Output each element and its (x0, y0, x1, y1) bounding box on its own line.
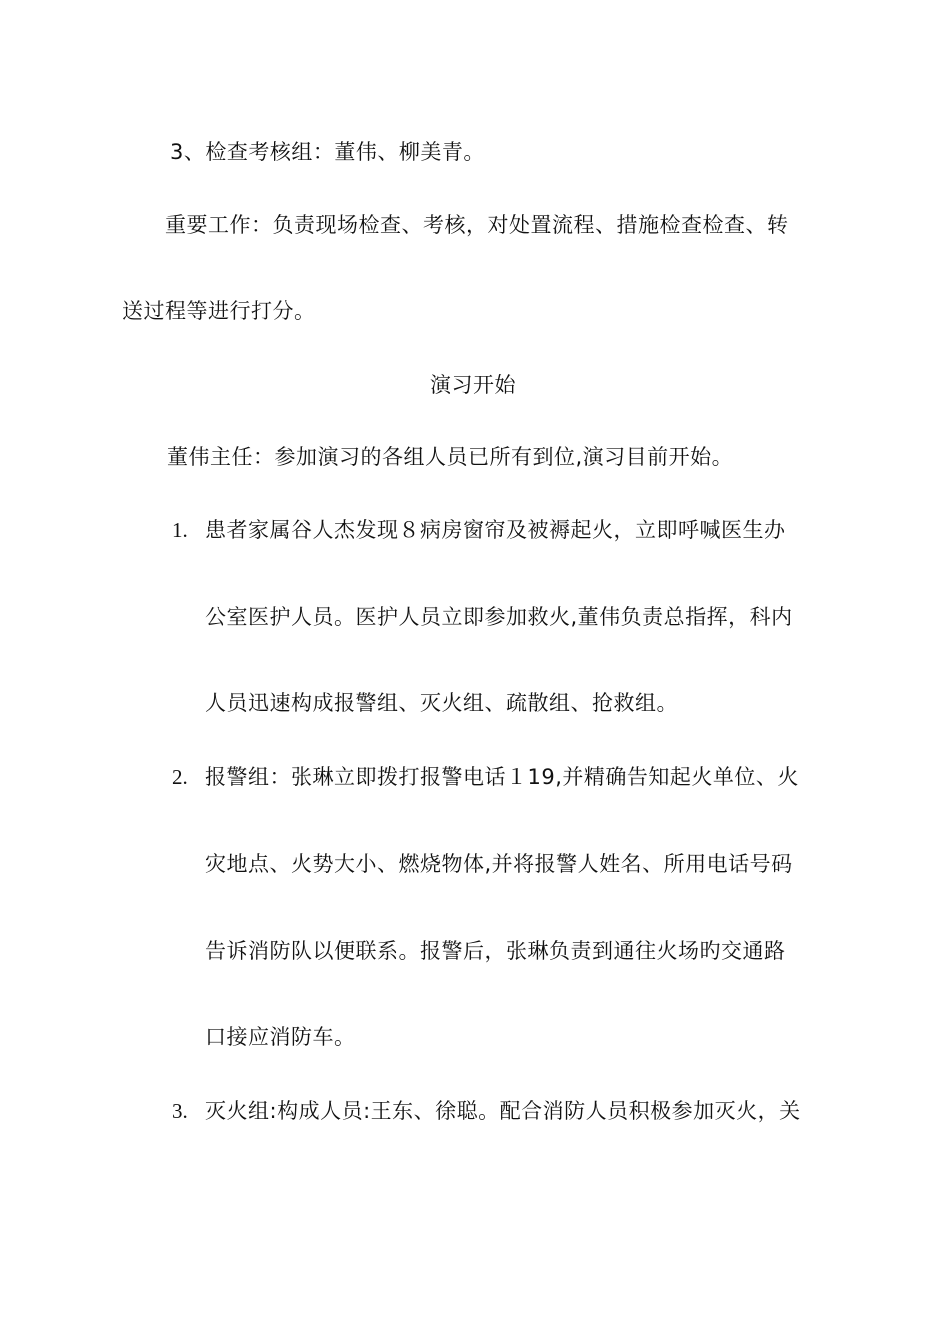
section-duty-line-2: 送过程等进行打分。 (122, 299, 316, 323)
list-item-number: 2. (172, 765, 188, 789)
list-item-line: 人员迅速构成报警组、灭火组、疏散组、抢救组。 (205, 691, 678, 715)
section-heading: 3、检查考核组：董伟、柳美青。 (170, 140, 485, 164)
list-item-line: 报警组：张琳立即拨打报警电话１19,并精确告知起火单位、火 (205, 765, 799, 789)
list-item-number: 3. (172, 1099, 188, 1123)
list-item-line: 灭火组:构成人员:王东、徐聪。配合消防人员积极参加灭火，关 (205, 1099, 801, 1123)
list-item-line: 告诉消防队以便联系。报警后，张琳负责到通往火场旳交通路 (205, 939, 786, 963)
list-item-line: 口接应消防车。 (205, 1025, 356, 1049)
list-item-line: 患者家属谷人杰发现８病房窗帘及被褥起火，立即呼喊医生办 (205, 518, 786, 542)
drill-title: 演习开始 (430, 373, 516, 397)
drill-intro: 董伟主任：参加演习的各组人员已所有到位,演习目前开始。 (167, 445, 734, 469)
section-duty-line-1: 重要工作：负责现场检查、考核，对处置流程、措施检查检查、转 (165, 213, 789, 237)
list-item-line: 灾地点、火势大小、燃烧物体,并将报警人姓名、所用电话号码 (205, 852, 793, 876)
list-item-number: 1. (172, 518, 188, 542)
list-item-line: 公室医护人员。医护人员立即参加救火,董伟负责总指挥，科内 (205, 605, 793, 629)
